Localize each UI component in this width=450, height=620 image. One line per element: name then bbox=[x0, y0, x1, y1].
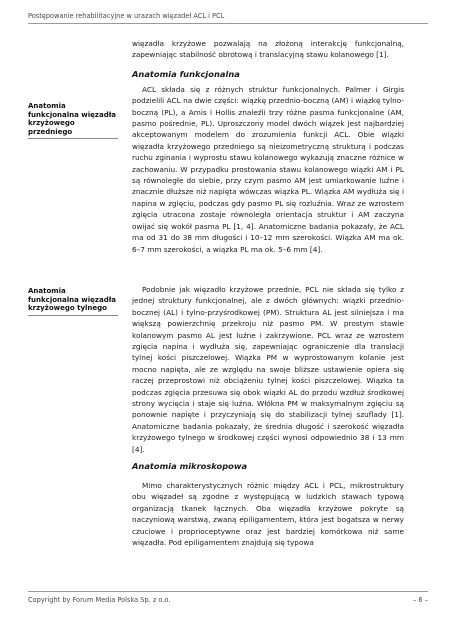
sidebar-label-acl bbox=[28, 102, 118, 139]
running-title: Postępowanie rehabilitacyjne w urazach więzadeł ACL i PCL bbox=[28, 12, 225, 20]
sidebar-label-acl-text: Anatomia funkcjonalna więzadła krzyżowego przedniego bbox=[28, 102, 117, 136]
intro-paragraph: więzadła krzyżowe pozwalają na złożoną interakcję funkcjonalną, zapewniając stabilność obrotową i translacyjną stawu kolanowego [1]. bbox=[132, 39, 404, 60]
sidebar-label-pcl-text: Anatomia funkcjonalna więzadła krzyżowego tylnego bbox=[28, 287, 117, 313]
section-heading-functional-anatomy: Anatomia funkcjonalna bbox=[132, 68, 240, 79]
running-header bbox=[28, 12, 428, 24]
sidebar-divider bbox=[28, 138, 118, 139]
page-footer bbox=[28, 591, 428, 604]
page-number: – 6 – bbox=[413, 596, 428, 604]
microscopic-block bbox=[132, 461, 404, 548]
microscopic-paragraph: Mimo charakterystycznych różnic między ACL i PCL, mikrostruktury obu więzadeł są zgodne z występującą w ludzkich stawach typową organizacją tkanek łącznych. Oba więzadła krzyżowe pokryte są naczyniową warstwą, zwaną epiligamentem, która jest bogatsza w nerwy czuciowe i proprioceptywne oraz jest bardziej komórkowa niż same więzadła. Pod epiligamentem znajdują się typowa bbox=[132, 481, 404, 548]
copyright-text: Copyright by Forum Media Polska Sp. z o.o. bbox=[28, 596, 171, 604]
body-text-column bbox=[132, 38, 404, 255]
pcl-paragraph: Podobnie jak więzadło krzyżowe przednie, PCL nie składa się tylko z jednej struktury funkcjonalnej, ale z dwóch głównych: wiązki przednio-bocznej (AL) i tylno-przyśrodkowej (PM). Struktura AL jest silniejsza i ma większą powierzchnię przekroju niż pasmo PM. W prostym stawie kolanowym pasmo AL jest luźne i zakrzywione. PCL wraz ze wzrostem zgięcia napina i wydłuża się, zapewniając ograniczenie dla translacji tylnej kości piszczelowej. Wiązka PM w wyprostowanym kolanie jest mocno napięta, ale ze względu na swoje bliższe ustawienie opiera się raczej przeprostowi niż obciążeniu tylnej kości piszczelowej. Wiązka ta podczas zgięcia przesuwa się obok wiązki AL do przodu wzdłuż środkowej strony wycięcia i staje się luźna. Włókna PM w maksymalnym zgięciu są ponownie napięte i przyczyniają się do stabilizacji tylnej szuflady [1]. Anatomiczne badania pokazały, że średnia długość i szerokość więzadła krzyżowego tylnego w środkowej części wynosi odpowiednio 38 i 13 mm [4]. bbox=[132, 285, 404, 454]
sidebar-divider bbox=[28, 315, 118, 316]
acl-paragraph: ACL składa się z różnych struktur funkcjonalnych. Palmer i Girgis podzielili ACL na dwie części: wiązkę przednio-boczną (AM) i wiązkę tylno-boczną (PL), a Amis i Hollis znaleźli trzy różne pasma funkcjonalne (AM, pasmo pośrednie, PL). Uproszczony model dwóch wiązek jest najbardziej akceptowanym modelem do zrozumienia funkcji ACL. Obie wiązki więzadła krzyżowego przedniego są nieizometryczną strukturą i podczas ruchu zginania i wyprostu stawu kolanowego wykazują znaczne różnice w zachowaniu. W przypadku prostowania stawu kolanowego wiązki AM i PL są równoległe do siebie, przy czym pasmo AM jest umiarkowanie luźne i znacznie dłuższe niż napięta wówczas wiązka PL. Wiązka AM wydłuża się i napina w zgięciu, podczas gdy pasmo PL się rozluźnia. Wraz ze wzrostem zgięcia utracona zostaje równoległa orientacja struktur i AM zaczyna owijać się wokół pasma PL [1, 4]. Anatomiczne badania pokazały, że ACL ma od 31 do 38 mm długości i 10–12 mm szerokości. Wiązka AM ma ok. 6–7 mm szerokości, a wiązka PL ma ok. 5–6 mm [4]. bbox=[132, 84, 404, 254]
sidebar-label-pcl bbox=[28, 287, 118, 316]
pcl-block bbox=[132, 284, 404, 455]
section-heading-microscopic-anatomy: Anatomia mikroskopowa bbox=[132, 461, 248, 471]
